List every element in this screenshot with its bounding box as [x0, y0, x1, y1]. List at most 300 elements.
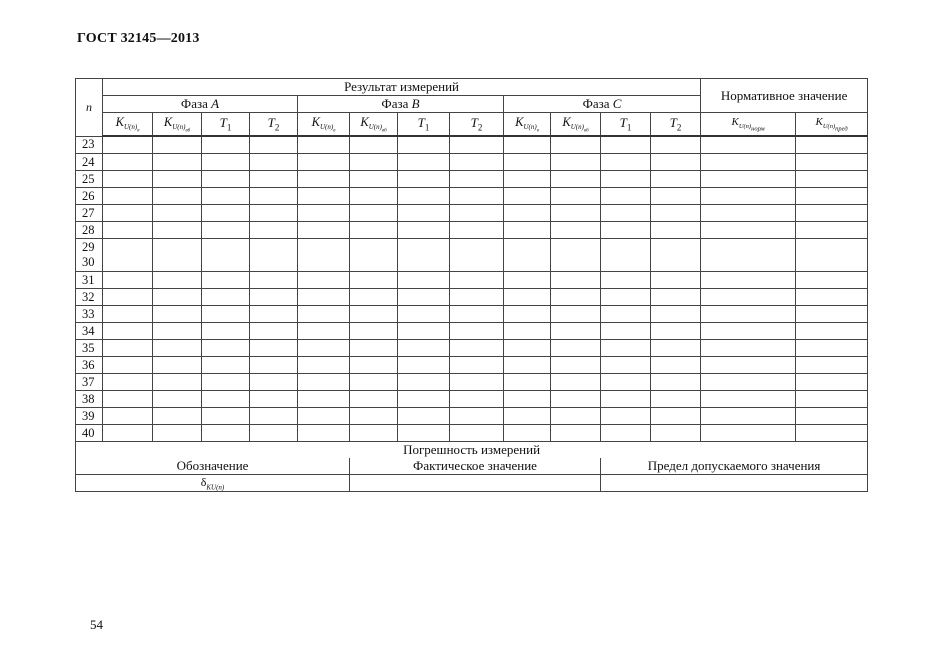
data-cell: [398, 391, 450, 408]
data-cell: [103, 391, 153, 408]
data-cell: [398, 357, 450, 374]
table-row: [76, 222, 868, 239]
data-cell: [398, 408, 450, 425]
phase-a-header: Фаза A: [103, 96, 298, 113]
row-number: 36: [76, 357, 103, 374]
error-actual-cell: [350, 475, 601, 492]
data-cell: [350, 188, 398, 205]
table-row: [76, 323, 868, 340]
data-cell: [651, 408, 701, 425]
data-cell: [153, 136, 202, 154]
data-cell: [651, 306, 701, 323]
error-section-title: Погрешность измерений: [76, 442, 868, 459]
data-cell: [350, 306, 398, 323]
data-cell: [103, 205, 153, 222]
data-cell: [504, 340, 551, 357]
row-number: 29 30: [76, 239, 103, 272]
data-cell: [250, 188, 298, 205]
data-cell: [398, 289, 450, 306]
data-cell: [701, 272, 796, 289]
error-designation-cell: $\delta_{KU(n)}$: [76, 475, 350, 492]
n-column-header: n: [76, 79, 103, 137]
error-limit-cell: [601, 475, 868, 492]
data-cell: [153, 357, 202, 374]
data-cell: [298, 188, 350, 205]
row-number: 26: [76, 188, 103, 205]
data-cell: [202, 222, 250, 239]
phase-a-k-vb-header: $K_{U(n)_{вб}}$: [153, 113, 202, 137]
data-cell: [450, 188, 504, 205]
data-cell: [298, 289, 350, 306]
data-cell: [103, 306, 153, 323]
data-cell: [398, 222, 450, 239]
data-cell: [651, 239, 701, 272]
table-row: [76, 306, 868, 323]
table-row: [76, 289, 868, 306]
data-cell: [601, 171, 651, 188]
data-cell: [202, 272, 250, 289]
data-cell: [250, 289, 298, 306]
data-cell: [504, 289, 551, 306]
data-cell: [701, 391, 796, 408]
data-cell: [504, 391, 551, 408]
data-cell: [250, 340, 298, 357]
data-cell: [651, 323, 701, 340]
data-cell: [551, 340, 601, 357]
data-cell: [504, 306, 551, 323]
data-cell: [350, 425, 398, 442]
data-cell: [651, 272, 701, 289]
data-cell: [250, 391, 298, 408]
data-cell: [450, 391, 504, 408]
data-cell: [701, 136, 796, 154]
data-cell: [250, 136, 298, 154]
data-cell: [350, 171, 398, 188]
data-cell: [350, 239, 398, 272]
data-cell: [651, 357, 701, 374]
data-cell: [350, 272, 398, 289]
data-cell: [398, 306, 450, 323]
table-row: [76, 136, 868, 154]
data-cell: [202, 136, 250, 154]
data-cell: [450, 357, 504, 374]
data-cell: [796, 340, 868, 357]
data-cell: [796, 425, 868, 442]
data-cell: [796, 323, 868, 340]
data-cell: [450, 222, 504, 239]
data-cell: [103, 188, 153, 205]
data-cell: [796, 154, 868, 171]
data-cell: [796, 136, 868, 154]
phase-a-k-v-header: $K_{U(n)_в}$: [103, 113, 153, 137]
data-cell: [796, 306, 868, 323]
data-cell: [153, 222, 202, 239]
measurement-table: [75, 78, 868, 492]
data-cell: [103, 272, 153, 289]
data-cell: [202, 239, 250, 272]
data-cell: [202, 171, 250, 188]
result-header: Результат измерений: [103, 79, 701, 96]
data-cell: [701, 357, 796, 374]
data-cell: [250, 205, 298, 222]
row-number: 38: [76, 391, 103, 408]
phase-c-k-v-header: $K_{U(n)_в}$: [504, 113, 551, 137]
data-cell: [450, 374, 504, 391]
data-cell: [202, 357, 250, 374]
data-cell: [450, 239, 504, 272]
data-cell: [504, 171, 551, 188]
data-cell: [651, 425, 701, 442]
table-row: [76, 154, 868, 171]
data-cell: [103, 154, 153, 171]
data-cell: [298, 205, 350, 222]
data-cell: [298, 408, 350, 425]
data-cell: [250, 323, 298, 340]
phase-c-t2-header: $T_2$: [651, 113, 701, 137]
data-cell: [651, 154, 701, 171]
data-cell: [153, 188, 202, 205]
data-cell: [298, 425, 350, 442]
data-cell: [701, 340, 796, 357]
data-cell: [103, 239, 153, 272]
data-cell: [450, 323, 504, 340]
data-cell: [796, 171, 868, 188]
data-cell: [504, 323, 551, 340]
row-number: 31: [76, 272, 103, 289]
phase-b-k-v-header: $K_{U(n)_в}$: [298, 113, 350, 137]
data-cell: [504, 408, 551, 425]
data-cell: [701, 222, 796, 239]
row-number: 34: [76, 323, 103, 340]
phase-c-t1-header: $T_1$: [601, 113, 651, 137]
table-row: [76, 425, 868, 442]
data-cell: [103, 222, 153, 239]
data-cell: [796, 289, 868, 306]
data-cell: [350, 374, 398, 391]
data-cell: [504, 154, 551, 171]
data-cell: [398, 374, 450, 391]
data-cell: [601, 188, 651, 205]
data-cell: [796, 239, 868, 272]
data-cell: [350, 289, 398, 306]
data-cell: [601, 340, 651, 357]
data-cell: [601, 408, 651, 425]
data-cell: [202, 289, 250, 306]
data-cell: [103, 408, 153, 425]
table-row: [76, 357, 868, 374]
data-cell: [350, 205, 398, 222]
row-number: 27: [76, 205, 103, 222]
data-cell: [398, 340, 450, 357]
row-number: 23: [76, 136, 103, 154]
data-cell: [298, 357, 350, 374]
data-cell: [153, 374, 202, 391]
error-col-limit: Предел допускаемого значения: [601, 458, 868, 475]
data-cell: [202, 154, 250, 171]
data-cell: [601, 306, 651, 323]
data-cell: [350, 222, 398, 239]
data-cell: [601, 272, 651, 289]
data-cell: [504, 272, 551, 289]
data-cell: [701, 188, 796, 205]
row-number: 32: [76, 289, 103, 306]
phase-b-t2-header: $T_2$: [450, 113, 504, 137]
data-cell: [651, 222, 701, 239]
data-cell: [701, 306, 796, 323]
data-cell: [153, 289, 202, 306]
data-cell: [153, 408, 202, 425]
data-cell: [450, 272, 504, 289]
row-number: 37: [76, 374, 103, 391]
data-cell: [504, 374, 551, 391]
data-cell: [298, 222, 350, 239]
data-cell: [103, 136, 153, 154]
data-cell: [202, 323, 250, 340]
row-number: 40: [76, 425, 103, 442]
document-header: ГОСТ 32145—2013: [77, 31, 200, 46]
data-cell: [551, 306, 601, 323]
phase-c-k-vb-header: $K_{U(n)_{вб}}$: [551, 113, 601, 137]
data-cell: [250, 171, 298, 188]
data-cell: [153, 154, 202, 171]
table-row: [76, 188, 868, 205]
data-cell: [701, 171, 796, 188]
phase-b-k-vb-header: $K_{U(n)_{вб}}$: [350, 113, 398, 137]
data-cell: [450, 205, 504, 222]
data-cell: [504, 425, 551, 442]
data-cell: [701, 154, 796, 171]
data-cell: [153, 171, 202, 188]
data-cell: [450, 154, 504, 171]
phase-c-header: Фаза C: [504, 96, 701, 113]
data-cell: [202, 391, 250, 408]
data-cell: [701, 425, 796, 442]
data-cell: [398, 205, 450, 222]
row-number: 39: [76, 408, 103, 425]
data-cell: [601, 239, 651, 272]
data-cell: [398, 136, 450, 154]
data-cell: [796, 408, 868, 425]
data-cell: [551, 357, 601, 374]
data-cell: [350, 408, 398, 425]
data-cell: [153, 340, 202, 357]
data-cell: [651, 136, 701, 154]
data-cell: [601, 154, 651, 171]
table-row: [76, 408, 868, 425]
data-cell: [504, 136, 551, 154]
data-cell: [796, 357, 868, 374]
data-cell: [450, 408, 504, 425]
table-row: [76, 272, 868, 289]
data-cell: [202, 425, 250, 442]
data-cell: [551, 323, 601, 340]
data-cell: [202, 306, 250, 323]
data-cell: [350, 357, 398, 374]
data-cell: [651, 289, 701, 306]
data-cell: [398, 154, 450, 171]
data-cell: [551, 239, 601, 272]
data-cell: [450, 340, 504, 357]
data-cell: [298, 374, 350, 391]
data-cell: [450, 289, 504, 306]
data-cell: [103, 340, 153, 357]
data-cell: [796, 205, 868, 222]
data-cell: [701, 374, 796, 391]
data-cell: [601, 391, 651, 408]
data-cell: [250, 154, 298, 171]
data-cell: [202, 340, 250, 357]
data-cell: [701, 323, 796, 340]
data-cell: [250, 374, 298, 391]
row-number: 33: [76, 306, 103, 323]
data-cell: [298, 136, 350, 154]
table-row: [76, 239, 868, 272]
data-cell: [250, 425, 298, 442]
data-cell: [551, 136, 601, 154]
data-cell: [651, 340, 701, 357]
data-cell: [398, 323, 450, 340]
data-cell: [153, 391, 202, 408]
data-cell: [504, 357, 551, 374]
row-number: 25: [76, 171, 103, 188]
data-cell: [103, 357, 153, 374]
data-cell: [398, 425, 450, 442]
data-cell: [551, 205, 601, 222]
data-cell: [601, 425, 651, 442]
data-cell: [398, 188, 450, 205]
data-cell: [250, 239, 298, 272]
data-cell: [504, 239, 551, 272]
data-cell: [250, 306, 298, 323]
data-cell: [551, 391, 601, 408]
data-cell: [551, 222, 601, 239]
data-cell: [350, 391, 398, 408]
page-number: 54: [90, 617, 103, 632]
data-cell: [796, 272, 868, 289]
data-cell: [551, 171, 601, 188]
data-cell: [103, 374, 153, 391]
data-cell: [450, 306, 504, 323]
data-cell: [701, 239, 796, 272]
data-cell: [153, 239, 202, 272]
data-cell: [651, 374, 701, 391]
row-number: 24: [76, 154, 103, 171]
data-cell: [551, 408, 601, 425]
data-cell: [298, 272, 350, 289]
data-cell: [298, 154, 350, 171]
data-cell: [701, 205, 796, 222]
data-cell: [551, 272, 601, 289]
data-cell: [103, 425, 153, 442]
table-row: [76, 391, 868, 408]
row-number: 28: [76, 222, 103, 239]
data-cell: [450, 136, 504, 154]
phase-a-t1-header: $T_1$: [202, 113, 250, 137]
data-cell: [202, 188, 250, 205]
data-cell: [298, 391, 350, 408]
data-cell: [298, 239, 350, 272]
data-cell: [796, 222, 868, 239]
normative-k-pred-header: $K_{U(n)_{пред}}$: [796, 113, 868, 137]
data-cell: [298, 323, 350, 340]
phase-a-t2-header: $T_2$: [250, 113, 298, 137]
data-cell: [202, 408, 250, 425]
data-cell: [250, 408, 298, 425]
data-cell: [551, 154, 601, 171]
data-cell: [551, 425, 601, 442]
data-cell: [350, 154, 398, 171]
data-cell: [250, 222, 298, 239]
data-cell: [398, 272, 450, 289]
data-cell: [398, 171, 450, 188]
data-cell: [701, 289, 796, 306]
data-cell: [103, 323, 153, 340]
normative-k-norm-header: $K_{U(n)_{норм}}$: [701, 113, 796, 137]
table-row: [76, 171, 868, 188]
data-cell: [153, 205, 202, 222]
data-cell: [298, 340, 350, 357]
data-cell: [350, 136, 398, 154]
data-cell: [601, 374, 651, 391]
data-cell: [651, 188, 701, 205]
data-cell: [298, 306, 350, 323]
data-cell: [651, 171, 701, 188]
data-cell: [551, 289, 601, 306]
table-row: [76, 340, 868, 357]
data-cell: [350, 323, 398, 340]
phase-b-t1-header: $T_1$: [398, 113, 450, 137]
normative-header: Нормативное значение: [701, 79, 868, 113]
data-cell: [796, 374, 868, 391]
data-cell: [250, 357, 298, 374]
phase-b-header: Фаза B: [298, 96, 504, 113]
data-cell: [153, 306, 202, 323]
data-cell: [153, 425, 202, 442]
error-col-actual: Фактическое значение: [350, 458, 601, 475]
data-cell: [450, 171, 504, 188]
data-cell: [601, 289, 651, 306]
data-cell: [450, 425, 504, 442]
data-cell: [202, 374, 250, 391]
data-cell: [298, 171, 350, 188]
table-row: [76, 205, 868, 222]
data-cell: [103, 289, 153, 306]
row-number: 35: [76, 340, 103, 357]
data-cell: [504, 188, 551, 205]
data-cell: [103, 171, 153, 188]
data-cell: [250, 272, 298, 289]
data-cell: [202, 205, 250, 222]
data-cell: [153, 272, 202, 289]
data-cell: [601, 357, 651, 374]
data-cell: [504, 222, 551, 239]
data-cell: [651, 391, 701, 408]
data-cell: [504, 205, 551, 222]
error-col-designation: Обозначение: [76, 458, 350, 475]
data-cell: [796, 188, 868, 205]
data-cell: [601, 205, 651, 222]
data-cell: [601, 136, 651, 154]
data-cell: [398, 239, 450, 272]
data-cell: [153, 323, 202, 340]
data-cell: [601, 323, 651, 340]
data-cell: [551, 374, 601, 391]
data-cell: [350, 340, 398, 357]
data-cell: [601, 222, 651, 239]
data-cell: [651, 205, 701, 222]
data-cell: [551, 188, 601, 205]
data-cell: [796, 391, 868, 408]
